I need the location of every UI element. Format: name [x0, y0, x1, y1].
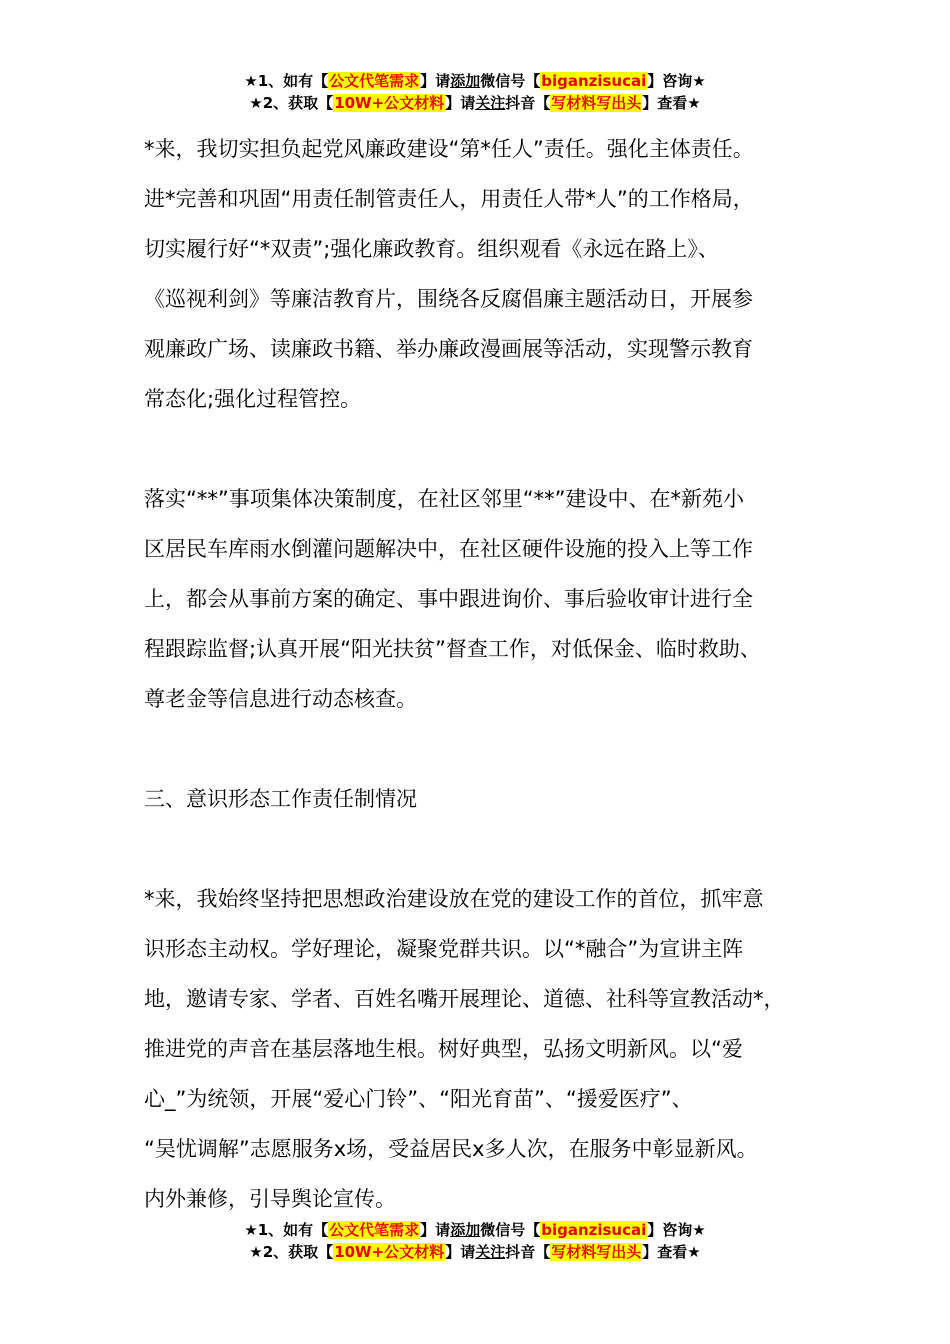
text-line: 落实“**”事项集体决策制度，在社区邻里“**”建设中、在*新苑小 [144, 487, 745, 511]
paragraph-2 [144, 474, 834, 724]
banner-highlight: 写材料写出头 [551, 94, 642, 112]
text-line: 常态化;强化过程管控。 [144, 387, 362, 411]
text-line: 识形态主动权。学好理论，凝聚党群共识。以“*融合”为宣讲主阵 [144, 937, 744, 961]
text-line: 切实履行好“*双责”;强化廉政教育。组织观看《永远在路上》、 [144, 237, 719, 261]
section-heading [144, 774, 834, 824]
banner-highlight: 10W+公文材料 [334, 1243, 445, 1261]
banner-highlight: biganzisucai [541, 1221, 647, 1239]
text-line: 《巡视利剑》等廉洁教育片，围绕各反腐倡廉主题活动日，开展参 [144, 287, 753, 311]
banner-highlight: 公文代笔需求 [329, 72, 420, 90]
text-line: 进*完善和巩固“用责任制管责任人，用责任人带*人”的工作格局， [144, 187, 754, 211]
banner-underlined-text: 添加 [450, 72, 481, 90]
banner-text: 】请 [445, 1243, 476, 1261]
banner-underlined-text: 关注 [475, 94, 506, 112]
banner-text: 】咨询★ [647, 72, 706, 90]
banner-text: ★1、如有【 [244, 72, 329, 90]
text-line: 推进党的声音在基层落地生根。树好典型，弘扬文明新风。以“爱 [144, 1037, 743, 1061]
banner-text: 】请 [445, 94, 476, 112]
banner-text: 抖音【 [505, 94, 551, 112]
text-line: 尊老金等信息进行动态核查。 [144, 687, 417, 711]
banner-text: 】请 [420, 1221, 451, 1239]
text-line: 地，邀请专家、学者、百姓名嘴开展理论、道德、社科等宣教活动*， [144, 987, 785, 1011]
text-line: “吴忧调解”志愿服务x场，受益居民x多人次，在服务中彰显新风。 [144, 1137, 758, 1161]
banner-underlined-text: 添加 [450, 1221, 481, 1239]
banner-line-1 [0, 70, 950, 92]
banner-text: ★2、获取【 [249, 94, 334, 112]
banner-text: 】请 [420, 72, 451, 90]
banner-highlight: 10W+公文材料 [334, 94, 445, 112]
text-line: 内外兼修，引导舆论宣传。 [144, 1187, 396, 1211]
banner-line-1 [0, 1219, 950, 1241]
text-line: 区居民车库雨水倒灌问题解决中，在社区硬件设施的投入上等工作 [144, 537, 753, 561]
banner-text: 微信号【 [480, 1221, 541, 1239]
text-line: *来，我切实担负起党风廉政建设“第*任人”责任。强化主体责任。 [144, 137, 754, 161]
header-banner [0, 70, 950, 114]
text-line: 程跟踪监督;认真开展“阳光扶贫”督查工作，对低保金、临时救助、 [144, 637, 761, 661]
banner-line-2 [0, 92, 950, 114]
banner-highlight: 公文代笔需求 [329, 1221, 420, 1239]
footer-banner [0, 1219, 950, 1263]
text-line: *来，我始终坚持把思想政治建设放在党的建设工作的首位，抓牢意 [144, 887, 764, 911]
banner-highlight: 写材料写出头 [551, 1243, 642, 1261]
banner-text: ★1、如有【 [244, 1221, 329, 1239]
banner-text: ★2、获取【 [249, 1243, 334, 1261]
text-line: 上，都会从事前方案的确定、事中跟进询价、事后验收审计进行全 [144, 587, 753, 611]
banner-text: 】查看★ [642, 94, 701, 112]
paragraph-1 [144, 124, 834, 424]
banner-text: 】查看★ [642, 1243, 701, 1261]
paragraph-3 [144, 874, 834, 1224]
text-line: 观廉政广场、读廉政书籍、举办廉政漫画展等活动，实现警示教育 [144, 337, 753, 361]
banner-text: 抖音【 [505, 1243, 551, 1261]
banner-highlight: biganzisucai [541, 72, 647, 90]
banner-line-2 [0, 1241, 950, 1263]
banner-text: 微信号【 [480, 72, 541, 90]
text-line: 三、意识形态工作责任制情况 [144, 787, 417, 811]
text-line: 心_”为统领，开展“爱心门铃”、“阳光育苗”、“援爱医疗”、 [144, 1087, 693, 1111]
banner-text: 】咨询★ [647, 1221, 706, 1239]
document-body [144, 124, 834, 1224]
banner-underlined-text: 关注 [475, 1243, 506, 1261]
